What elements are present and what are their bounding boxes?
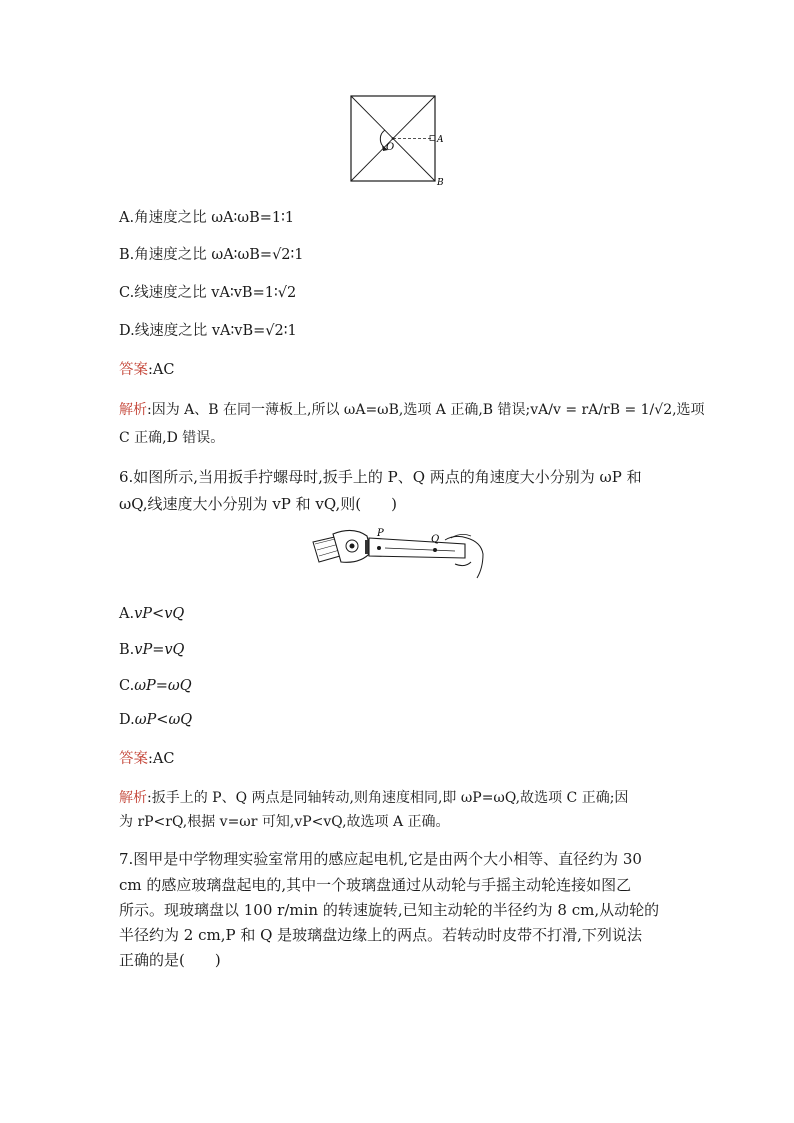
analysis-label: 解析: [119, 402, 147, 418]
point-q: [433, 548, 437, 552]
rotation-arc: [380, 130, 385, 148]
right-angle-mark: [430, 136, 435, 141]
q7-line-3: 所示。现玻璃盘以 100 r/min 的转速旋转,已知主动轮的半径约为 8 cm,从动轮的: [119, 901, 660, 919]
q5-option-b: B.角速度之比 ωA∶ωB=√2∶1: [119, 247, 304, 263]
wrench-figure: [305, 524, 490, 582]
label-p: P: [377, 528, 384, 539]
q5-answer: 答案:AC: [119, 362, 175, 378]
q5-option-a: A.角速度之比 ωA∶ωB=1∶1: [119, 210, 295, 226]
screw-center: [350, 544, 355, 549]
q7-line-4: 半径约为 2 cm,P 和 Q 是玻璃盘边缘上的两点。若转动时皮带不打滑,下列说法: [119, 926, 642, 944]
point-p: [377, 546, 381, 550]
answer-value: AC: [152, 362, 175, 378]
q6-option-b: B.vP=vQ: [119, 642, 185, 658]
center-point: [392, 137, 395, 140]
label-o: O: [386, 142, 395, 153]
q6-analysis: 解析:扳手上的 P、Q 两点是同轴转动,则角速度相同,即 ωP=ωQ,故选项 C 正确;因: [119, 790, 629, 806]
label-b: B: [437, 178, 444, 188]
q6-answer: 答案:AC: [119, 751, 175, 767]
analysis-label: 解析: [119, 790, 147, 806]
q6-option-d: D.ωP<ωQ: [119, 712, 193, 728]
q6-analysis-line2: 为 rP<rQ,根据 v=ωr 可知,vP<vQ,故选项 A 正确。: [119, 814, 450, 830]
q5-analysis: 解析:因为 A、B 在同一薄板上,所以 ωA=ωB,选项 A 正确,B 错误;vA/v = rA/rB = 1/√2,选项: [119, 402, 705, 418]
q5-analysis-line2: C 正确,D 错误。: [119, 430, 225, 446]
label-a: A: [437, 135, 444, 145]
q6-stem-line1: 6.如图所示,当用扳手拧螺母时,扳手上的 P、Q 两点的角速度大小分别为 ωP 和: [119, 468, 642, 486]
wrench-handle: [369, 538, 465, 558]
square-plate-figure: [345, 92, 455, 188]
answer-value: AC: [152, 751, 175, 767]
q6-stem-line2: ωQ,线速度大小分别为 vP 和 vQ,则( ): [119, 495, 397, 513]
q7-line-2: cm 的感应玻璃盘起电的,其中一个玻璃盘通过从动轮与手摇主动轮连接如图乙: [119, 876, 632, 894]
q7-line-1: 7.图甲是中学物理实验室常用的感应起电机,它是由两个大小相等、直径约为 30: [119, 850, 642, 868]
q6-option-a: A.vP<vQ: [119, 606, 185, 622]
answer-label: 答案: [119, 751, 148, 767]
q7-line-5: 正确的是( ): [119, 951, 221, 969]
q6-option-c: C.ωP=ωQ: [119, 678, 192, 694]
q5-option-d: D.线速度之比 vA∶vB=√2∶1: [119, 323, 297, 339]
answer-label: 答案: [119, 362, 148, 378]
q5-option-c: C.线速度之比 vA∶vB=1∶√2: [119, 285, 297, 301]
label-q: Q: [431, 534, 440, 545]
